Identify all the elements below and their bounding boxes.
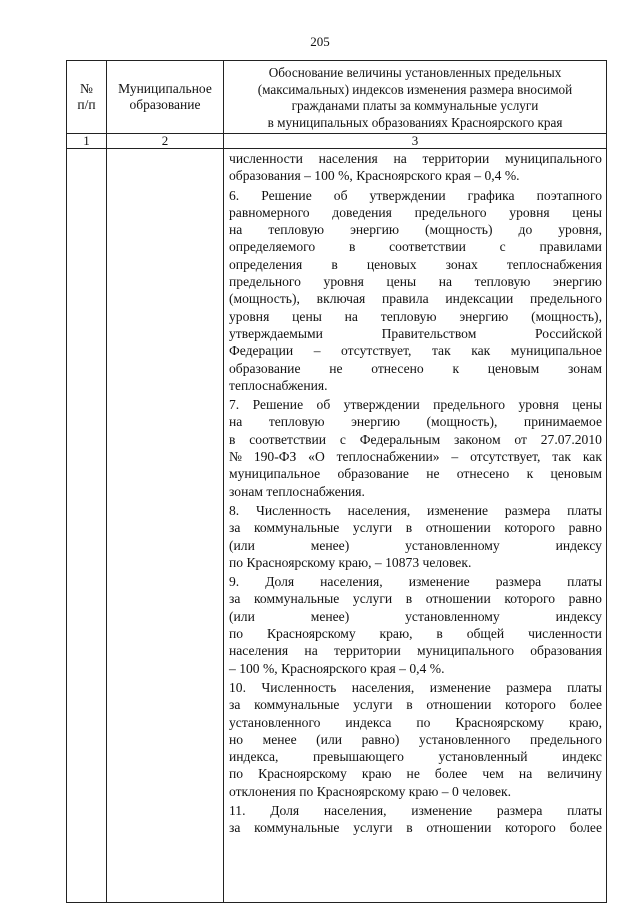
header-number-line-1: № bbox=[80, 81, 93, 96]
word: уровня bbox=[229, 308, 270, 324]
word: отсутствует, bbox=[341, 343, 412, 359]
word: Федеральным bbox=[359, 431, 441, 447]
word: населения, bbox=[320, 574, 383, 590]
word: правилами bbox=[539, 239, 602, 255]
word: платы bbox=[567, 679, 602, 695]
word: соответствии bbox=[389, 239, 466, 255]
word: индекса bbox=[345, 714, 392, 730]
text-line bbox=[229, 679, 602, 696]
header-number bbox=[67, 61, 107, 134]
word: зонам bbox=[568, 360, 602, 376]
word: отношении bbox=[426, 697, 492, 713]
word: от bbox=[514, 431, 527, 447]
text-line bbox=[229, 502, 602, 519]
word: доведения bbox=[332, 204, 392, 220]
word: коммунальные bbox=[254, 520, 340, 536]
text-line bbox=[229, 342, 602, 359]
word: не bbox=[426, 466, 440, 482]
word: услуги bbox=[353, 697, 393, 713]
word: энергию bbox=[350, 222, 400, 238]
word: на bbox=[229, 414, 243, 430]
word: муниципальное bbox=[510, 343, 602, 359]
text-line bbox=[229, 765, 602, 782]
word: ценовых bbox=[366, 256, 417, 272]
word: изменение bbox=[411, 802, 473, 818]
word: (или bbox=[229, 608, 255, 624]
word: Доля bbox=[265, 574, 295, 590]
word: образование bbox=[229, 360, 301, 376]
word: зонах bbox=[445, 256, 478, 272]
word: тепловую bbox=[268, 222, 325, 238]
word: услуги bbox=[352, 591, 393, 607]
word: графика bbox=[467, 187, 515, 203]
table-row bbox=[67, 149, 607, 903]
text-line bbox=[229, 802, 602, 819]
word: за bbox=[229, 697, 241, 713]
header-justification-line-2: (максимальных) индексов изменения размера вносимой bbox=[257, 81, 573, 97]
word: размера bbox=[496, 802, 543, 818]
table-header-row bbox=[67, 61, 607, 134]
word: равномерного bbox=[229, 204, 310, 220]
word: ценовым bbox=[487, 360, 540, 376]
word: в bbox=[405, 520, 413, 536]
word: установленному bbox=[405, 537, 500, 553]
word: теплоснабжения bbox=[506, 256, 602, 272]
word: индексации bbox=[445, 291, 514, 307]
text-line: – 100 %, Красноярского края – 0,4 %. bbox=[229, 660, 445, 676]
word: не bbox=[406, 766, 420, 782]
paragraph bbox=[229, 187, 602, 395]
paragraph bbox=[229, 679, 602, 800]
word: уровня bbox=[509, 204, 550, 220]
word: № bbox=[229, 449, 242, 465]
word: за bbox=[229, 520, 241, 536]
word: об bbox=[333, 187, 348, 203]
word: услуги bbox=[352, 520, 393, 536]
text-line bbox=[229, 625, 602, 642]
word: (мощность) bbox=[425, 222, 493, 238]
text-line bbox=[229, 325, 602, 342]
word: которого bbox=[505, 697, 556, 713]
column-number-1: 1 bbox=[67, 134, 107, 149]
word: численности bbox=[528, 626, 602, 642]
word: Численность bbox=[261, 679, 337, 695]
word: – bbox=[313, 343, 321, 359]
word: определяемого bbox=[229, 239, 316, 255]
word: краю, bbox=[379, 626, 413, 642]
word: индекса, bbox=[229, 749, 279, 765]
word: на bbox=[518, 766, 533, 782]
word: Федерации bbox=[229, 343, 294, 359]
text-line bbox=[229, 221, 602, 238]
justification-table bbox=[66, 60, 607, 903]
word: коммунальные bbox=[254, 591, 340, 607]
word: Красноярскому bbox=[266, 626, 356, 642]
word: отношении bbox=[425, 520, 491, 536]
word: на bbox=[393, 151, 407, 166]
word: но bbox=[229, 731, 244, 747]
word: в bbox=[406, 820, 413, 836]
paragraph bbox=[229, 573, 602, 677]
text-line: зонам теплоснабжения. bbox=[229, 483, 365, 499]
row-municipality-cell bbox=[107, 149, 224, 903]
word: за bbox=[229, 591, 241, 607]
text-line bbox=[229, 519, 602, 536]
word: в bbox=[229, 431, 236, 447]
word: на bbox=[344, 308, 358, 324]
paragraph bbox=[229, 802, 602, 837]
word: тепловую bbox=[474, 274, 531, 290]
word: теплоснабжении» bbox=[336, 449, 440, 465]
word: Решение bbox=[261, 187, 312, 203]
word: краю bbox=[361, 766, 392, 782]
paragraph bbox=[229, 150, 602, 185]
word: изменение bbox=[429, 679, 491, 695]
word: отношении bbox=[426, 820, 492, 836]
word: поэтапного bbox=[536, 187, 602, 203]
word: более bbox=[434, 766, 468, 782]
word: установленный bbox=[438, 749, 528, 765]
word: соответствии bbox=[249, 431, 327, 447]
word: платы bbox=[567, 802, 602, 818]
word: размера bbox=[495, 574, 542, 590]
word: Российской bbox=[535, 325, 602, 341]
word: утверждаемыми bbox=[229, 325, 323, 341]
word: образование bbox=[337, 466, 409, 482]
word: Красноярскому bbox=[455, 714, 545, 730]
word: установленного bbox=[418, 731, 511, 747]
word: энергию bbox=[552, 274, 602, 290]
word: 11. bbox=[229, 802, 246, 818]
word: до bbox=[518, 222, 533, 238]
text-line bbox=[229, 396, 602, 413]
word: на bbox=[438, 274, 453, 290]
word: установленного bbox=[229, 714, 321, 730]
text-line bbox=[229, 150, 602, 167]
word: предельного bbox=[530, 291, 602, 307]
header-justification-line-1: Обоснование величины установленных предельных bbox=[268, 65, 562, 80]
word: которого bbox=[505, 820, 556, 836]
word: общей bbox=[466, 626, 505, 642]
word: изменение bbox=[427, 502, 489, 518]
word: в bbox=[436, 626, 443, 642]
word: чем bbox=[482, 766, 504, 782]
word: цены bbox=[572, 204, 602, 220]
word: с bbox=[339, 431, 346, 447]
word: предельного bbox=[414, 204, 487, 220]
word: 8. bbox=[229, 502, 240, 518]
word: (мощность), bbox=[229, 291, 300, 307]
word: муниципального bbox=[416, 643, 514, 659]
word: в bbox=[406, 697, 413, 713]
text-line bbox=[229, 448, 602, 465]
word: установленному bbox=[405, 608, 500, 624]
word: в bbox=[405, 591, 413, 607]
paragraph bbox=[229, 396, 602, 500]
header-justification-line-3: гражданами платы за коммунальные услуги bbox=[291, 98, 539, 113]
word: численности bbox=[229, 151, 303, 166]
word: ценовым bbox=[550, 466, 602, 482]
word: образования bbox=[530, 643, 602, 659]
word: определения bbox=[229, 256, 303, 272]
word: (мощность), bbox=[426, 414, 498, 430]
word: размера bbox=[506, 679, 552, 695]
word: к bbox=[526, 466, 534, 482]
word: менее bbox=[262, 731, 297, 747]
word: уровня bbox=[323, 274, 364, 290]
text-line bbox=[229, 819, 602, 836]
text-line bbox=[229, 573, 602, 590]
word: включая bbox=[316, 291, 366, 307]
text-line bbox=[229, 642, 602, 659]
text-line bbox=[229, 273, 602, 290]
header-municipality-line-2: образование bbox=[129, 97, 201, 112]
word: по bbox=[229, 766, 244, 782]
word: 9. bbox=[229, 574, 240, 590]
word: коммунальные bbox=[254, 820, 340, 836]
word: превышающего bbox=[313, 749, 404, 765]
word: за bbox=[229, 820, 241, 836]
word: с bbox=[499, 239, 506, 255]
word: как bbox=[471, 343, 491, 359]
word: принимаемое bbox=[523, 414, 602, 430]
text-line: теплоснабжения. bbox=[229, 377, 328, 393]
text-line bbox=[229, 537, 602, 554]
word: не bbox=[329, 360, 343, 376]
word: – bbox=[451, 449, 459, 465]
word: которого bbox=[504, 520, 556, 536]
word: населения, bbox=[351, 679, 415, 695]
word: тепловую bbox=[380, 308, 437, 324]
word: платы bbox=[567, 502, 602, 518]
word: цены bbox=[292, 308, 322, 324]
header-justification bbox=[224, 61, 607, 134]
word: предельного bbox=[229, 274, 301, 290]
word: тепловую bbox=[268, 414, 325, 430]
word: Численность bbox=[256, 502, 331, 518]
page-number: 205 bbox=[310, 34, 330, 49]
row-number-cell bbox=[67, 149, 107, 903]
text-line bbox=[229, 187, 602, 204]
word: менее) bbox=[310, 608, 350, 624]
text-line bbox=[229, 238, 602, 255]
text-line bbox=[229, 413, 602, 430]
word: отсутствует, bbox=[470, 449, 541, 465]
word: цены bbox=[572, 397, 602, 413]
paragraph bbox=[229, 502, 602, 571]
word: как bbox=[582, 449, 602, 465]
column-number-row bbox=[67, 134, 607, 149]
word: 27.07.2010 bbox=[540, 431, 602, 447]
word: индекс bbox=[562, 749, 602, 765]
text-line bbox=[229, 748, 602, 765]
word: населения, bbox=[323, 802, 387, 818]
word: (или bbox=[229, 537, 255, 553]
word: в bbox=[331, 256, 338, 272]
word: равно) bbox=[361, 731, 400, 747]
word: в bbox=[348, 239, 356, 255]
header-number-line-2: п/п bbox=[77, 97, 96, 112]
text-line bbox=[229, 714, 602, 731]
word: законом bbox=[454, 431, 501, 447]
word: краю, bbox=[569, 714, 602, 730]
word: территории bbox=[333, 643, 401, 659]
word: Красноярскому bbox=[258, 766, 347, 782]
text-line bbox=[229, 696, 602, 713]
header-justification-line-4: в муниципальных образованиях Красноярского края bbox=[267, 114, 563, 130]
word: величину bbox=[547, 766, 602, 782]
word: на bbox=[229, 222, 243, 238]
word: 10. bbox=[229, 679, 246, 695]
word: 6. bbox=[229, 187, 240, 203]
row-justification-cell bbox=[224, 149, 607, 903]
header-municipality-line-1: Муниципальное bbox=[118, 81, 212, 96]
word: уровня, bbox=[558, 222, 602, 238]
word: муниципальное bbox=[229, 466, 321, 482]
text-line bbox=[229, 590, 602, 607]
word: предельного bbox=[433, 397, 506, 413]
word: равно bbox=[568, 591, 602, 607]
word: коммунальные bbox=[254, 697, 340, 713]
word: отнесено bbox=[371, 360, 424, 376]
word: предельного bbox=[530, 731, 602, 747]
text-line: отклонения по Красноярскому краю – 0 человек. bbox=[229, 783, 512, 799]
column-number-2: 2 bbox=[107, 134, 224, 149]
word: более bbox=[569, 697, 602, 713]
word: по bbox=[229, 626, 244, 642]
text-line bbox=[229, 465, 602, 482]
text-line bbox=[229, 731, 602, 748]
word: по bbox=[416, 714, 431, 730]
word: на bbox=[304, 643, 318, 659]
word: территории bbox=[422, 151, 490, 166]
word: утверждении bbox=[369, 187, 446, 203]
text-line bbox=[229, 608, 602, 625]
text-line bbox=[229, 256, 602, 273]
word: отношении bbox=[425, 591, 491, 607]
word: правила bbox=[382, 291, 429, 307]
word: индексу bbox=[555, 537, 602, 553]
text-line: по Красноярскому краю, – 10873 человек. bbox=[229, 554, 472, 570]
word: уровня bbox=[518, 397, 559, 413]
word: (мощность), bbox=[531, 308, 602, 324]
word: (или bbox=[316, 731, 343, 747]
word: изменение bbox=[408, 574, 470, 590]
word: «О bbox=[308, 449, 325, 465]
text-line bbox=[229, 360, 602, 377]
word: так bbox=[431, 343, 451, 359]
text-line bbox=[229, 204, 602, 221]
word: более bbox=[569, 820, 602, 836]
word: платы bbox=[567, 574, 602, 590]
word: менее) bbox=[310, 537, 350, 553]
word: 190-ФЗ bbox=[253, 449, 297, 465]
text-line bbox=[229, 308, 602, 325]
text-line bbox=[229, 290, 602, 307]
word: отнесено bbox=[456, 466, 510, 482]
word: которого bbox=[504, 591, 556, 607]
word: к bbox=[452, 360, 460, 376]
word: утверждении bbox=[343, 397, 420, 413]
word: муниципального bbox=[504, 151, 602, 166]
word: равно bbox=[568, 520, 602, 536]
word: Правительством bbox=[381, 325, 477, 341]
column-number-3: 3 bbox=[224, 134, 607, 149]
word: цены bbox=[386, 274, 417, 290]
text-line bbox=[229, 431, 602, 448]
header-municipality bbox=[107, 61, 224, 134]
word: Решение bbox=[252, 397, 304, 413]
word: населения bbox=[318, 151, 378, 166]
text-line: образования – 100 %, Красноярского края – 0,4 %. bbox=[229, 168, 520, 184]
word: энергию bbox=[459, 308, 509, 324]
word: индексу bbox=[555, 608, 602, 624]
word: услуги bbox=[353, 820, 393, 836]
word: размера bbox=[504, 502, 551, 518]
word: Доля bbox=[270, 802, 300, 818]
word: населения, bbox=[347, 502, 411, 518]
word: так bbox=[552, 449, 572, 465]
word: энергию bbox=[351, 414, 401, 430]
word: 7. bbox=[229, 397, 240, 413]
word: об bbox=[316, 397, 331, 413]
word: населения bbox=[229, 643, 289, 659]
